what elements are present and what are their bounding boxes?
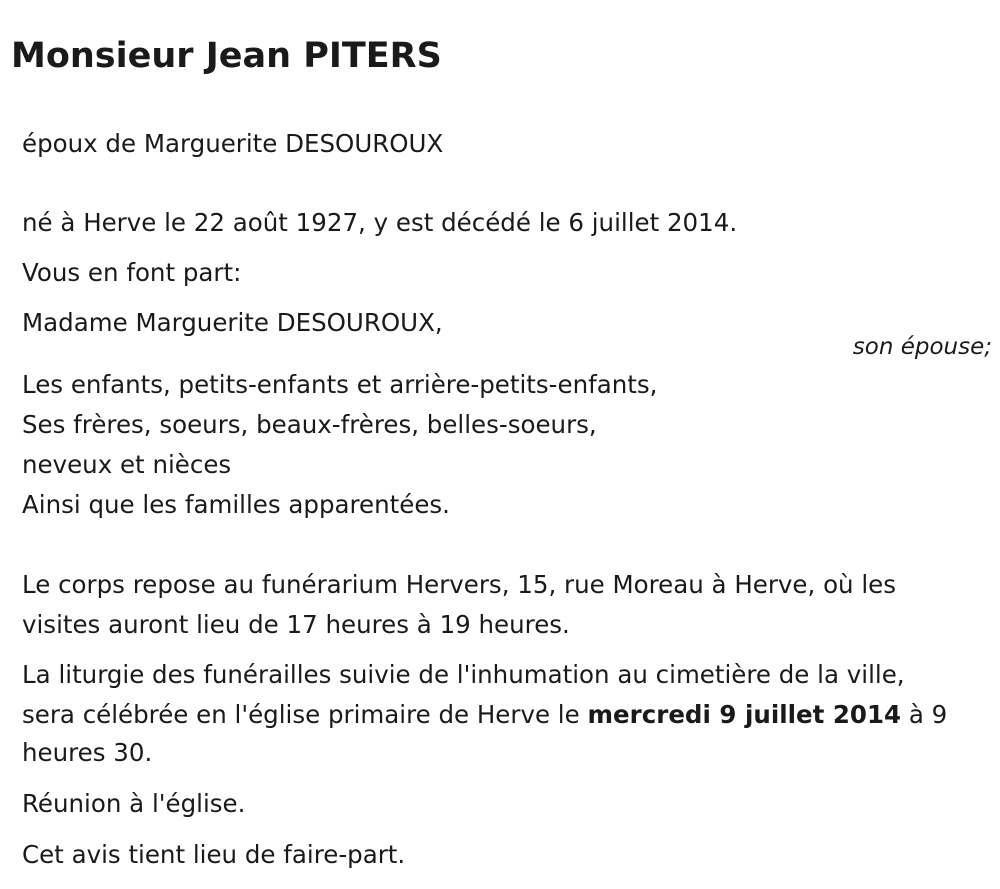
closing-line: Cet avis tient lieu de faire-part. bbox=[22, 840, 406, 869]
notice-title: Monsieur Jean PITERS bbox=[11, 36, 442, 76]
liturgy-line-3: heures 30. bbox=[22, 738, 153, 767]
meeting-line: Réunion à l'église. bbox=[22, 789, 246, 818]
liturgy-line-2-start: sera célébrée en l'église primaire de Herve le bbox=[22, 700, 588, 729]
liturgy-line-1: La liturgie des funérailles suivie de l'inhumation au cimetière de la ville, bbox=[22, 660, 905, 689]
visitation-line-2: visites auront lieu de 17 heures à 19 heures. bbox=[22, 610, 570, 639]
liturgy-line-2-end: à 9 bbox=[901, 700, 948, 729]
wife-role: son épouse; bbox=[852, 334, 992, 360]
spouse-line: époux de Marguerite DESOUROUX bbox=[22, 129, 444, 158]
family-line-1: Les enfants, petits-enfants et arrière-petits-enfants, bbox=[22, 370, 658, 399]
family-line-4: Ainsi que les familles apparentées. bbox=[22, 490, 450, 519]
announce-intro: Vous en font part: bbox=[22, 258, 242, 287]
family-line-3: neveux et nièces bbox=[22, 450, 232, 479]
family-line-2: Ses frères, soeurs, beaux-frères, belles-soeurs, bbox=[22, 410, 597, 439]
funeral-date: mercredi 9 juillet 2014 bbox=[587, 700, 902, 729]
wife-name: Madame Marguerite DESOUROUX, bbox=[22, 308, 443, 337]
birth-death-line: né à Herve le 22 août 1927, y est décédé le 6 juillet 2014. bbox=[22, 208, 738, 237]
liturgy-line-2 bbox=[22, 695, 947, 735]
visitation-line-1: Le corps repose au funérarium Hervers, 15, rue Moreau à Herve, où les bbox=[22, 570, 897, 599]
